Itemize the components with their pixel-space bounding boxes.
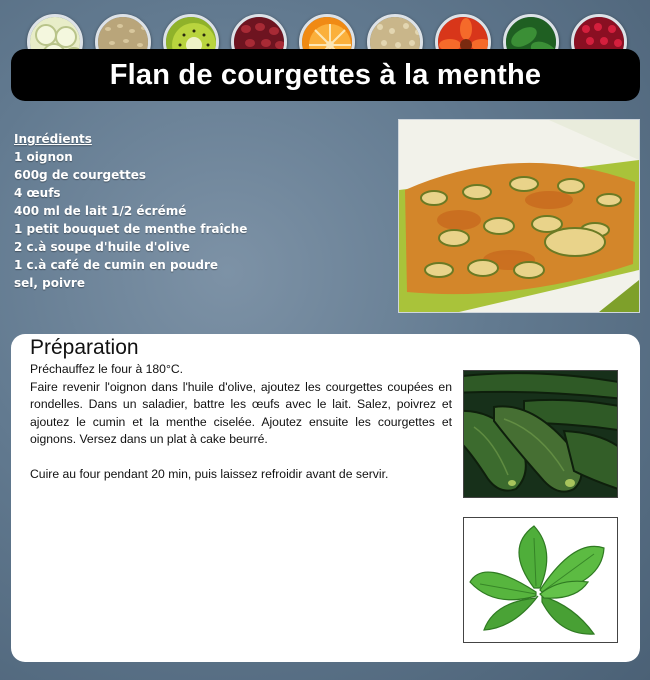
preparation-step: Cuire au four pendant 20 min, puis laissez refroidir avant de servir. — [30, 467, 389, 481]
flan-photo — [398, 119, 640, 313]
zucchini-photo — [463, 370, 618, 498]
ingredient-item: 400 ml de lait 1/2 écrémé — [14, 204, 187, 218]
preparation-heading: Préparation — [30, 336, 139, 359]
ingredient-item: 1 oignon — [14, 150, 73, 164]
ingredients-list — [14, 130, 384, 292]
mint-photo — [463, 517, 618, 643]
ingredient-item: 4 œufs — [14, 186, 61, 200]
preparation-text — [30, 361, 452, 484]
preparation-card — [11, 334, 640, 662]
page-title: Flan de courgettes à la menthe — [109, 58, 542, 91]
ingredient-item: 1 petit bouquet de menthe fraîche — [14, 222, 248, 236]
ingredient-item: sel, poivre — [14, 276, 85, 290]
preparation-step: Préchauffez le four à 180°C. — [30, 362, 184, 376]
ingredient-item: 1 c.à café de cumin en poudre — [14, 258, 219, 272]
ingredient-item: 600g de courgettes — [14, 168, 147, 182]
ingredient-item: 2 c.à soupe d'huile d'olive — [14, 240, 190, 254]
preparation-step: Faire revenir l'oignon dans l'huile d'olive, ajoutez les courgettes coupées en rondelles. Dans un saladier, battre les œufs avec le lait. Salez, poivrez et ajoutez le cumin et la menthe ciselée. Ajoutez ensuite les courgettes et oignons. Versez dans un plat à cake beurré. — [30, 379, 452, 446]
ingredients-heading: Ingrédients — [14, 132, 92, 146]
title-bar — [11, 49, 640, 101]
